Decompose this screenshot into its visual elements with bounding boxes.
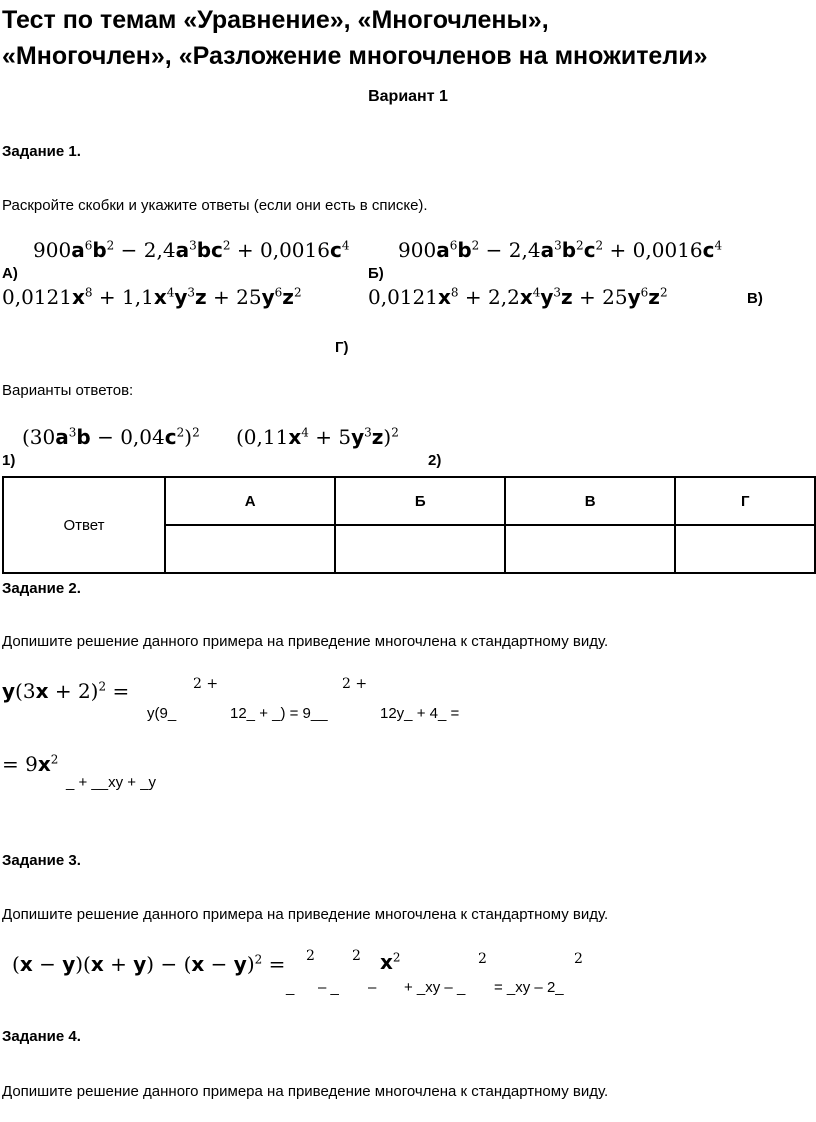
task1-heading: Задание 1.: [2, 143, 81, 160]
task2-power-2: 2 +: [342, 676, 368, 692]
task1-answer2-label: 2): [428, 452, 442, 469]
task1-instruction: Раскройте скобки и укажите ответы (если они есть в списке).: [2, 197, 428, 214]
page-title-line1: Тест по темам «Уравнение», «Многочлены»,: [2, 6, 549, 34]
answer-cell-v[interactable]: [505, 525, 675, 573]
answer-table: [2, 476, 816, 574]
task3-heading: Задание 3.: [2, 852, 81, 869]
task3-blank-4[interactable]: + _ху – _: [404, 979, 466, 996]
table-header-b: Б: [335, 477, 505, 525]
table-header-a: А: [165, 477, 335, 525]
task4-heading: Задание 4.: [2, 1028, 81, 1045]
table-row: [3, 477, 815, 525]
task2-blank-3[interactable]: 12у_ + 4_ =: [380, 705, 460, 722]
table-header-v: В: [505, 477, 675, 525]
task1-answers-heading: Варианты ответов:: [2, 382, 134, 399]
task1-answer2-expr: $(0,11x^4 + 5y^3z)^2$: [236, 425, 399, 449]
task2-power-1: 2 +: [193, 676, 219, 692]
task2-blank-2[interactable]: 12_ + _) = 9__: [230, 705, 328, 722]
answer-label-cell: Ответ: [3, 477, 165, 573]
task3-power-4: 2: [574, 951, 583, 967]
task3-blank-1[interactable]: _: [286, 979, 295, 996]
answer-cell-g[interactable]: [675, 525, 815, 573]
task2-blank-1[interactable]: у(9_: [147, 705, 177, 722]
task1-label-g: Г): [335, 339, 349, 356]
task3-x-squared: $x^2$: [380, 950, 401, 974]
task2-blank-4[interactable]: _ + __ху + _у: [66, 774, 157, 791]
task3-power-3: 2: [478, 951, 487, 967]
task2-result-expr: = $9x^2$: [2, 752, 59, 776]
task1-answer1-expr: $(30a^3b - 0,04c^2)^2$: [22, 425, 200, 449]
answer-cell-a[interactable]: [165, 525, 335, 573]
task1-expr-g: $0,0121x^8 + 2,2x^4y^3z + 25y^6z^2$: [368, 285, 668, 309]
task2-expr: $y(3x + 2)^2$ =: [2, 679, 130, 703]
task1-expr-v: $0,0121x^8 + 1,1x^4y^3z + 25y^6z^2$: [2, 285, 302, 309]
task3-blank-3[interactable]: –: [368, 979, 377, 996]
task1-label-v: В): [747, 290, 763, 307]
task3-power-1: 2: [306, 948, 315, 964]
task3-blank-5[interactable]: = _ху – 2_: [494, 979, 564, 996]
page-title-line2: «Многочлен», «Разложение многочленов на множители»: [2, 42, 708, 70]
table-header-g: Г: [675, 477, 815, 525]
task1-expr-b-top: $900a^6b^2 - 2,4a^3b^2c^2 + 0,0016c^4$: [398, 238, 723, 262]
task3-blank-2[interactable]: – _: [318, 979, 339, 996]
task1-label-b: Б): [368, 265, 384, 282]
task1-label-a: А): [2, 265, 18, 282]
task1-answer1-label: 1): [2, 452, 16, 469]
task3-power-2: 2: [352, 948, 361, 964]
task3-expr: $(x - y)(x + y) - (x - y)^2$ =: [12, 952, 286, 976]
task4-instruction: Допишите решение данного примера на приведение многочлена к стандартному виду.: [2, 1083, 609, 1100]
variant-heading: Вариант 1: [368, 88, 448, 105]
task2-instruction: Допишите решение данного примера на приведение многочлена к стандартному виду.: [2, 633, 609, 650]
task1-expr-a-top: $900a^6b^2 - 2,4a^3bc^2 + 0,0016c^4$: [33, 238, 350, 262]
task3-instruction: Допишите решение данного примера на приведение многочлена к стандартному виду.: [2, 906, 609, 923]
task2-heading: Задание 2.: [2, 580, 81, 597]
answer-cell-b[interactable]: [335, 525, 505, 573]
